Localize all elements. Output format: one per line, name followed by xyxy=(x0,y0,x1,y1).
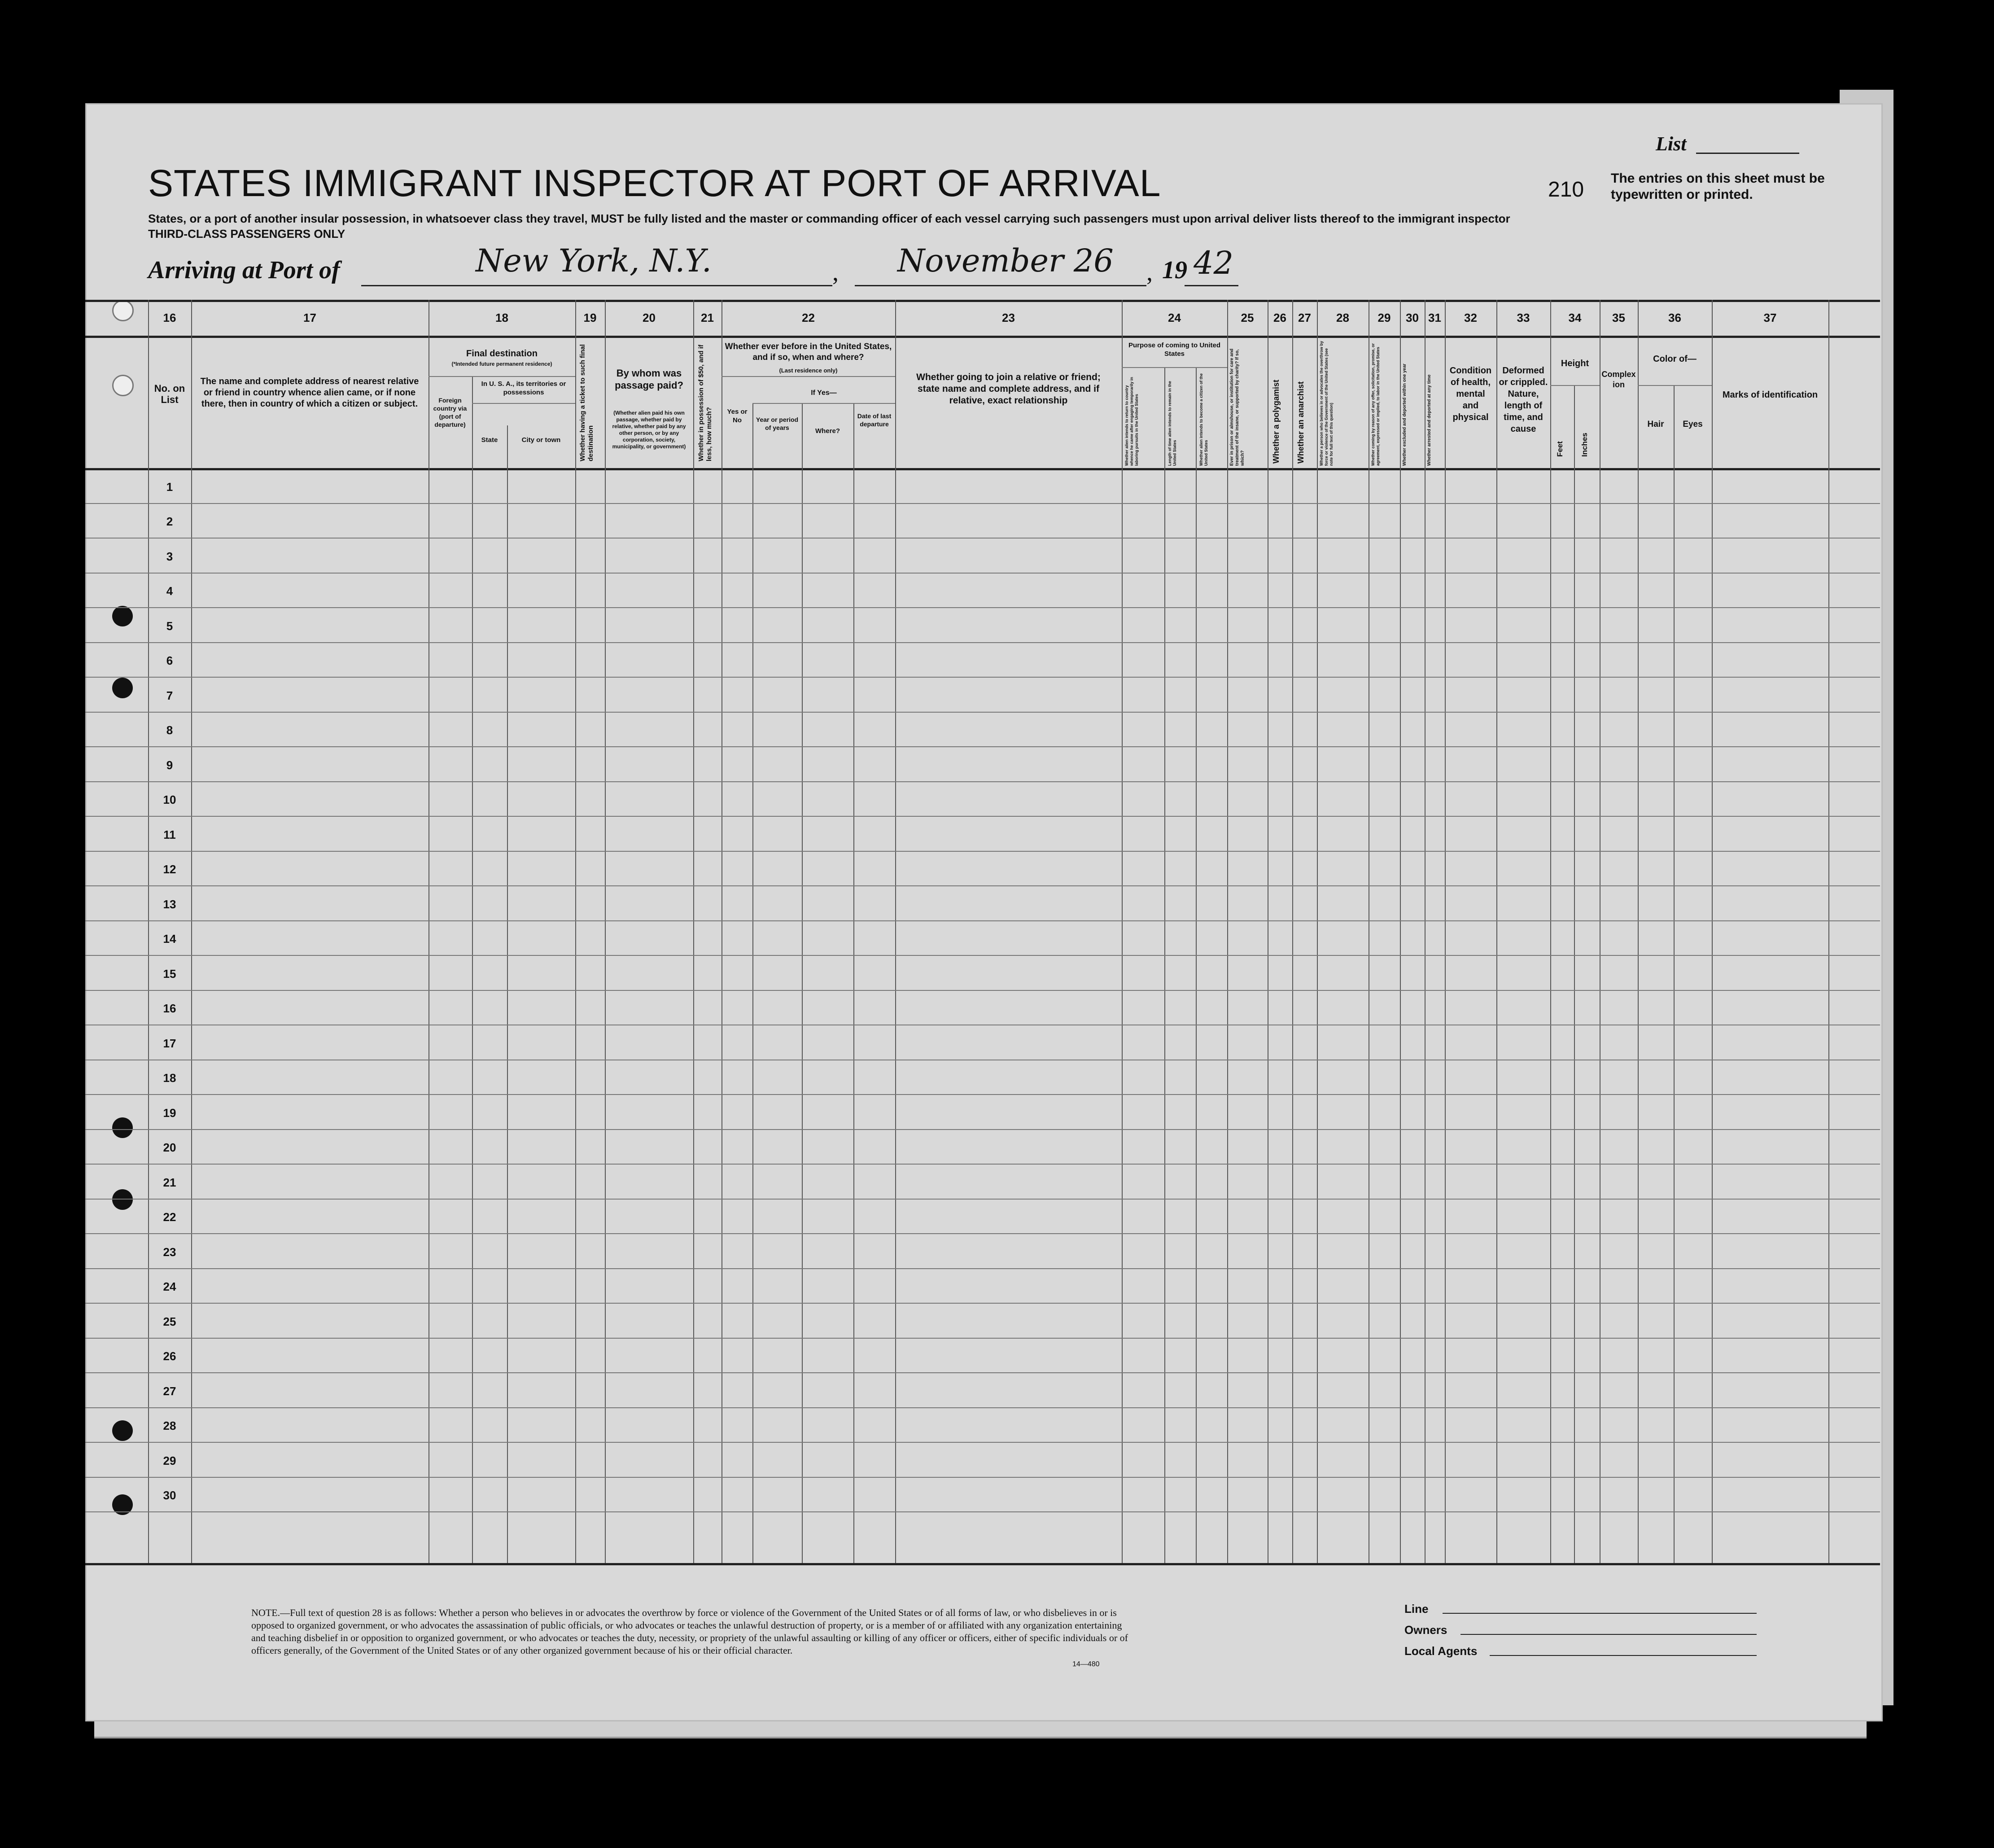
table-row-rule xyxy=(85,1407,1880,1408)
header-color-of: Color of— xyxy=(1653,354,1697,364)
col-number-26: 26 xyxy=(1273,311,1286,324)
header-final-destination: Final destination xyxy=(466,349,538,359)
col-number-19: 19 xyxy=(583,311,597,324)
sub-rule xyxy=(429,376,575,377)
row-number: 16 xyxy=(163,1002,176,1016)
row-number: 18 xyxy=(163,1071,176,1085)
port-comma: , xyxy=(832,258,839,286)
col-number-24: 24 xyxy=(1168,311,1181,324)
header-question-28: Whether a person who believes in or advocates the overthrow by force or violence of the Government of the United States (see note for full text of this question) xyxy=(1319,341,1334,466)
line-field xyxy=(1443,1613,1757,1614)
col-number-32: 32 xyxy=(1464,311,1477,324)
footer-note-question-28: NOTE.—Full text of question 28 is as follows: Whether a person who believes in or advocates the overthrow by force or violence of the Government of the United States or of all forms of law, or who disbelieves in or is opposed to organized government, or who advocates the assassination of public officials, or who advocates or teaches the unlawful destruction of property, or is a member of or affiliated with any organization entertaining and teaching disbelief in or opposition to organized government, or who advocates or teaches the duty, necessity, or propriety of the unlawful assaulting or killing of any officer or officers, either of specific individuals or of officers generally, of the Government of the United States or of any other organized government because of his or their official character. xyxy=(251,1607,1128,1656)
table-row-rule xyxy=(85,1199,1880,1200)
header-deformed-crippled: Deformed or crippled. Nature, length of time, and cause xyxy=(1499,366,1548,434)
table-row-rule xyxy=(85,746,1880,747)
row-number: 13 xyxy=(163,897,176,911)
col-number-29: 29 xyxy=(1377,311,1391,324)
col-sep xyxy=(1122,300,1123,1563)
form-number: 14—480 xyxy=(1072,1660,1100,1668)
header-date-of-last-departure: Date of last departure xyxy=(857,412,892,428)
col-sep xyxy=(1196,367,1197,1563)
header-bottom-rule xyxy=(85,468,1880,470)
col-number-21: 21 xyxy=(701,311,714,324)
col-sep xyxy=(1712,300,1713,1563)
row-number: 26 xyxy=(163,1349,176,1363)
row-number: 3 xyxy=(166,549,173,563)
sub-rule xyxy=(1638,385,1712,386)
header-feet: Feet xyxy=(1556,441,1564,457)
row-number: 24 xyxy=(163,1280,176,1294)
col-number-27: 27 xyxy=(1298,311,1311,324)
row-number: 8 xyxy=(166,723,173,737)
row-number: 15 xyxy=(163,967,176,981)
header-complexion: Complexion xyxy=(1601,370,1636,389)
col-number-31: 31 xyxy=(1428,311,1441,324)
header-length-of-stay: Length of time alien intends to remain in the United States xyxy=(1168,381,1177,466)
col-number-18: 18 xyxy=(495,311,508,324)
col-sep xyxy=(1445,300,1446,1563)
header-offer-of-labor: Whether coming by reason of any offer, solicitation, promise, or agreement, expressed or implied, to labor in the United States xyxy=(1371,343,1380,466)
header-last-residence: (Last residence only) xyxy=(779,367,838,374)
header-anarchist: Whether an anarchist xyxy=(1296,381,1305,464)
table-row-rule xyxy=(85,677,1880,678)
col-number-35: 35 xyxy=(1612,311,1625,324)
local-agents-field xyxy=(1490,1655,1757,1656)
table-row-rule xyxy=(85,1233,1880,1234)
col-number-25: 25 xyxy=(1241,311,1254,324)
table-row-rule xyxy=(85,1129,1880,1130)
col-sep xyxy=(1638,300,1639,1563)
table-row-rule xyxy=(85,781,1880,782)
port-handwritten: New York, N.Y. xyxy=(476,242,712,279)
header-city-or-town: City or town xyxy=(521,436,561,444)
row-number: 14 xyxy=(163,932,176,946)
owners-field xyxy=(1461,1634,1757,1635)
table-row-rule xyxy=(85,920,1880,921)
row-number: 6 xyxy=(166,654,173,668)
row-number: 17 xyxy=(163,1036,176,1050)
table-row-rule xyxy=(85,1442,1880,1443)
col-sep xyxy=(853,403,854,1563)
row-number: 20 xyxy=(163,1141,176,1155)
row-number: 19 xyxy=(163,1106,176,1120)
sub-rule xyxy=(752,403,895,404)
table-row-rule xyxy=(85,1338,1880,1339)
row-number: 22 xyxy=(163,1210,176,1224)
col-sep xyxy=(693,300,694,1563)
table-row-rule xyxy=(85,851,1880,852)
table-row-rule xyxy=(85,885,1880,886)
header-polygamist: Whether a polygamist xyxy=(1272,379,1281,464)
row-number: 1 xyxy=(166,480,173,494)
col-number-36: 36 xyxy=(1668,311,1681,324)
header-passage-paid-note: (Whether alien paid his own passage, whether paid by relative, whether paid by any other person, or by any corporation, society, municipality, or government) xyxy=(612,410,686,450)
col-sep xyxy=(575,300,576,1563)
row-number: 11 xyxy=(163,828,176,841)
table-row-rule xyxy=(85,990,1880,991)
sub-rule xyxy=(722,376,895,377)
date-handwritten: November 26 xyxy=(897,242,1114,279)
table-row-rule xyxy=(85,607,1880,608)
header-state: State xyxy=(481,436,498,444)
header-height: Height xyxy=(1561,359,1589,368)
header-purpose-of-coming: Purpose of coming to United States xyxy=(1128,342,1220,358)
header-no-on-list: No. on List xyxy=(154,383,185,405)
table-row-rule xyxy=(85,1094,1880,1095)
table-row-rule xyxy=(85,1303,1880,1304)
list-number-field xyxy=(1696,153,1799,154)
header-where: Where? xyxy=(815,427,840,435)
col-number-34: 34 xyxy=(1568,311,1582,324)
table-row-rule xyxy=(85,712,1880,713)
col-number-33: 33 xyxy=(1517,311,1530,324)
row-number: 4 xyxy=(166,584,173,598)
row-number: 23 xyxy=(163,1245,176,1259)
header-hair: Hair xyxy=(1647,420,1664,429)
table-row-rule xyxy=(85,1477,1880,1478)
header-final-destination-note: (*Intended future permanent residence) xyxy=(451,361,552,367)
table-top-rule xyxy=(85,300,1880,302)
table-row-rule xyxy=(85,1268,1880,1269)
row-number: 2 xyxy=(166,515,173,529)
local-agents-label: Local Agents xyxy=(1404,1644,1478,1658)
table-row-rule xyxy=(85,955,1880,956)
owners-label: Owners xyxy=(1404,1623,1447,1637)
header-year-or-period: Year or period of years xyxy=(756,416,799,431)
header-prison-almshouse: Ever in prison or almshouse, or institution for care and treatment of the insane, or supported by charity? If so, which? xyxy=(1229,348,1245,466)
row-number: 25 xyxy=(163,1314,176,1328)
col-sep xyxy=(1400,300,1401,1563)
col-sep xyxy=(1292,300,1293,1563)
col-sep xyxy=(507,425,508,1563)
header-ticket: Whether having a ticket to such final destination xyxy=(579,344,595,461)
table-row-rule xyxy=(85,1372,1880,1373)
col-sep xyxy=(472,376,473,1563)
col-sep xyxy=(895,300,896,1563)
header-possession-50: Whether in possession of $50, and if less, how much? xyxy=(697,344,713,461)
col-sep xyxy=(1425,300,1426,1563)
table-row-rule xyxy=(85,573,1880,574)
row-number: 29 xyxy=(163,1454,176,1467)
table-bottom-rule xyxy=(85,1563,1880,1565)
header-nearest-relative: The name and complete address of nearest relative or friend in country whence alien came, or if none there, then in country of which a citizen or subject. xyxy=(200,377,419,409)
sheet-number: 210 xyxy=(1548,178,1584,201)
row-number: 30 xyxy=(163,1489,176,1502)
subtitle xyxy=(148,211,1629,241)
table-row-rule xyxy=(85,538,1880,539)
col-sep xyxy=(1550,300,1551,1563)
header-excluded-deported: Whether excluded and deported within one year xyxy=(1402,363,1407,466)
row-number: 28 xyxy=(163,1419,176,1433)
row-number: 12 xyxy=(163,863,176,876)
header-join-relative: Whether going to join a relative or friend; state name and complete address, and if relative, exact relationship xyxy=(916,372,1101,406)
table-row-rule xyxy=(85,503,1880,504)
column-number-rule xyxy=(85,336,1880,338)
typewritten-instruction: The entries on this sheet must be typewritten or printed. xyxy=(1611,171,1825,202)
col-sep xyxy=(1227,300,1228,1563)
col-number-22: 22 xyxy=(802,311,815,324)
col-sep xyxy=(1164,367,1165,1563)
table-row-rule xyxy=(85,642,1880,643)
col-sep xyxy=(605,300,606,1563)
table-row-rule xyxy=(85,1164,1880,1165)
col-sep xyxy=(1317,300,1318,1563)
header-intends-to-return: Whether alien intends to return to country whence he came after engaging temporarily in laboring pursuits in the United States xyxy=(1124,377,1139,466)
date-field-line xyxy=(855,285,1146,286)
col-number-16: 16 xyxy=(163,311,176,324)
table-row-rule xyxy=(85,1511,1880,1512)
sub-rule xyxy=(1550,385,1600,386)
row-number: 5 xyxy=(166,619,173,633)
subtitle-line-2: THIRD-CLASS PASSENGERS ONLY xyxy=(148,227,345,241)
col-number-17: 17 xyxy=(303,311,316,324)
year-prefix: 19 xyxy=(1162,256,1187,284)
col-sep xyxy=(1496,300,1497,1563)
col-number-37: 37 xyxy=(1763,311,1777,324)
header-ever-before-in-us: Whether ever before in the United States, and if so, when and where? xyxy=(725,342,892,362)
col-number-20: 20 xyxy=(643,311,656,324)
row-number: 10 xyxy=(163,793,176,807)
col-sep xyxy=(752,403,753,1563)
port-field-line xyxy=(361,285,832,286)
header-intends-citizen: Whether alien intends to become a citizen of the United States xyxy=(1199,373,1208,466)
manifest-table xyxy=(85,300,1880,1565)
header-inches: Inches xyxy=(1580,433,1589,457)
date-comma: , xyxy=(1146,258,1153,286)
row-number: 21 xyxy=(163,1175,176,1189)
row-number: 9 xyxy=(166,758,173,772)
year-handwritten: 42 xyxy=(1194,245,1234,281)
subtitle-line-1: States, or a port of another insular possession, in whatsoever class they travel, MUST be fully listed and the master or commanding officer of each vessel carrying such passengers must upon arrival deliver lists thereof to the immigrant inspector xyxy=(148,212,1510,225)
header-arrested-deported: Whether arrested and deported at any time xyxy=(1427,374,1432,466)
header-yes-or-no: Yes or No xyxy=(727,408,748,424)
col-number-23: 23 xyxy=(1002,311,1015,324)
row-number: 7 xyxy=(166,688,173,702)
col-number-28: 28 xyxy=(1336,311,1349,324)
page-title: STATES IMMIGRANT INSPECTOR AT PORT OF ARRIVAL xyxy=(148,162,1161,204)
table-row-rule xyxy=(85,816,1880,817)
header-condition-of-health: Condition of health, mental and physical xyxy=(1449,366,1492,422)
col-number-30: 30 xyxy=(1406,311,1419,324)
header-marks-of-identification: Marks of identification xyxy=(1722,390,1818,400)
arriving-label: Arriving at Port of xyxy=(148,256,340,284)
row-number: 27 xyxy=(163,1384,176,1398)
header-if-yes: If Yes— xyxy=(811,389,837,397)
col-sep xyxy=(1828,300,1829,1563)
list-label: List xyxy=(1656,133,1687,155)
header-in-usa: In U. S. A., its territories or possessions xyxy=(481,380,566,396)
sub-rule xyxy=(472,403,575,404)
col-sep xyxy=(1574,385,1575,1563)
col-sep xyxy=(1674,385,1675,1563)
header-foreign-country: Foreign country via (port of departure) xyxy=(433,397,467,428)
header-eyes: Eyes xyxy=(1683,420,1703,429)
line-label: Line xyxy=(1404,1602,1429,1616)
header-passage-paid: By whom was passage paid? xyxy=(615,368,683,391)
year-field-line xyxy=(1185,285,1238,286)
sub-rule xyxy=(1122,367,1227,368)
col-sep xyxy=(802,403,803,1563)
